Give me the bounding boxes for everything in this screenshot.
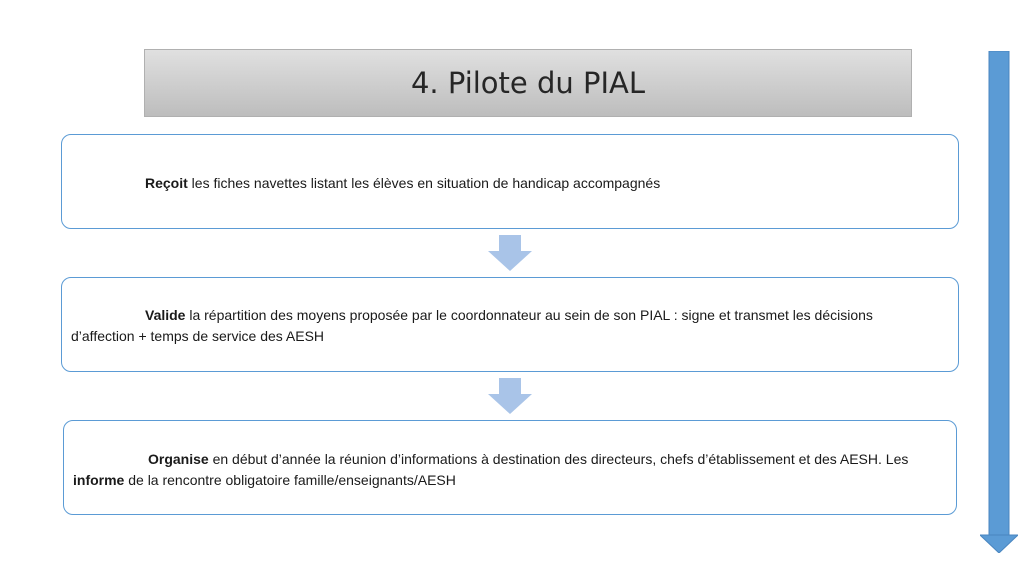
step-text [145,173,938,194]
step-verb: Reçoit [145,175,188,191]
down-arrow-icon [488,235,532,271]
step-description-end: de la rencontre obligatoire famille/enseignants/AESH [124,472,456,488]
step-verb-secondary: informe [73,472,125,488]
step-box-receive [61,134,959,229]
step-box-organize [63,420,957,515]
step-description: en début d’année la réunion d’informations à destination des directeurs, chefs d’établissement et des AESH. Les [208,451,909,467]
step-verb: Organise [148,451,209,467]
step-text [73,449,936,491]
timeline-down-arrow-icon [980,51,1018,553]
step-text [71,305,938,347]
step-description: la répartition des moyens proposée par le coordonnateur au sein de son PIAL : signe et transmet les décisions d’affection + temps de service des AESH [71,307,873,344]
down-arrow-icon [488,378,532,414]
step-description: les fiches navettes listant les élèves en situation de handicap accompagnés [187,175,661,191]
step-verb: Valide [145,307,186,323]
step-box-validate [61,277,959,372]
page-title: 4. Pilote du PIAL [410,66,646,100]
title-banner [144,49,912,117]
